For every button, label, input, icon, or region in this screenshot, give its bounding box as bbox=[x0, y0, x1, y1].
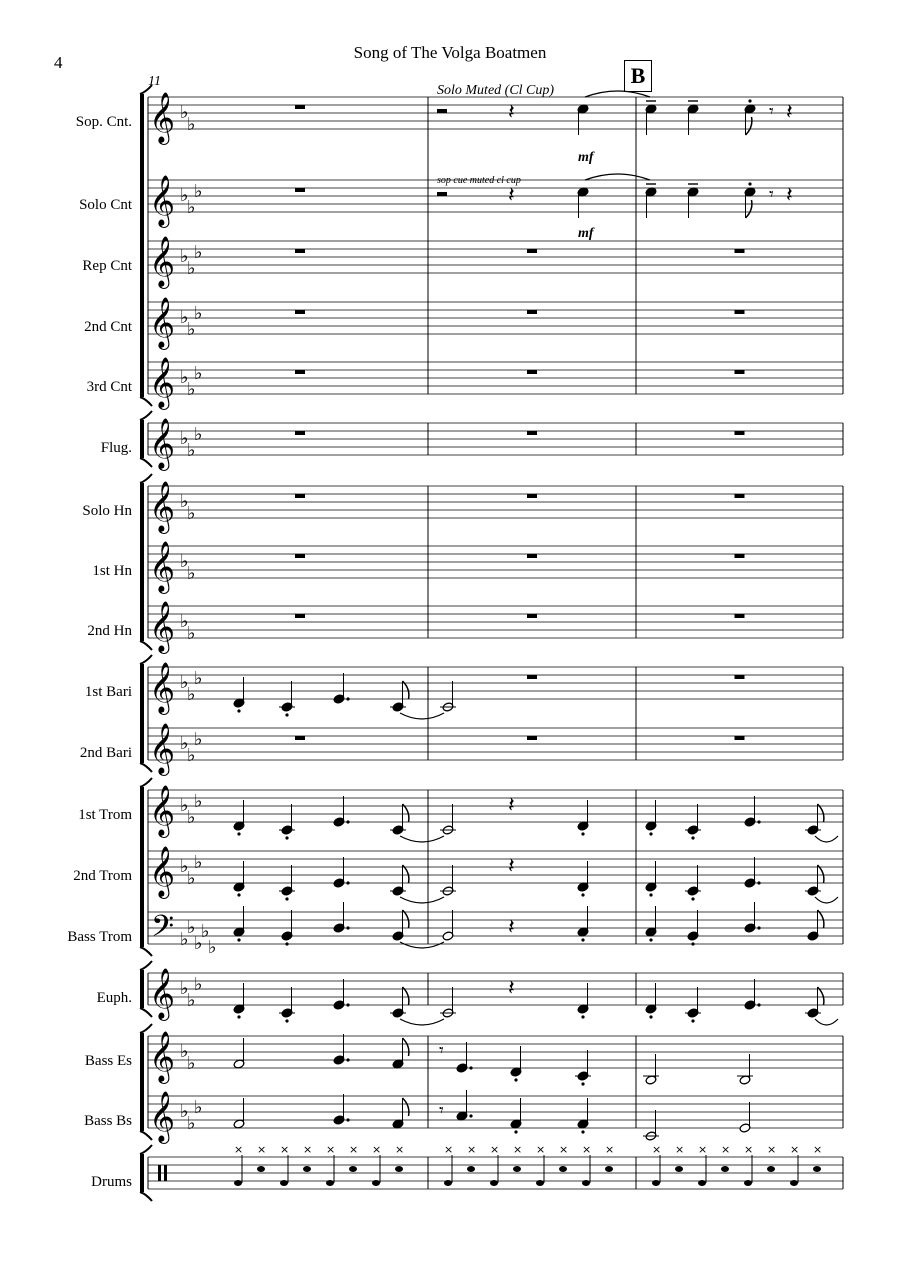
whole-rest bbox=[735, 614, 745, 618]
flat-sign: ♭ bbox=[180, 307, 189, 328]
flat-sign: ♭ bbox=[180, 733, 189, 754]
cross-notehead: × bbox=[767, 1143, 777, 1156]
flat-sign: ♭ bbox=[194, 791, 203, 812]
flat-sign: ♭ bbox=[187, 319, 196, 340]
augmentation-dot bbox=[469, 1114, 472, 1117]
cross-notehead: × bbox=[536, 1143, 546, 1156]
cross-notehead: × bbox=[790, 1143, 800, 1156]
drum-note bbox=[257, 1166, 265, 1172]
drum-note bbox=[280, 1180, 288, 1186]
flat-sign: ♭ bbox=[187, 197, 196, 218]
flat-sign: ♭ bbox=[194, 363, 203, 384]
whole-rest bbox=[295, 310, 305, 314]
drum-note bbox=[582, 1180, 590, 1186]
tie bbox=[400, 713, 444, 719]
flat-sign: ♭ bbox=[187, 563, 196, 584]
cross-notehead: × bbox=[444, 1143, 454, 1156]
flat-sign: ♭ bbox=[187, 868, 196, 889]
whole-rest bbox=[295, 249, 305, 253]
cross-notehead: × bbox=[675, 1143, 685, 1156]
cross-notehead: × bbox=[395, 1143, 405, 1156]
whole-rest bbox=[295, 188, 305, 192]
staccato-dot bbox=[514, 1078, 517, 1081]
flat-sign: ♭ bbox=[187, 807, 196, 828]
cross-notehead: × bbox=[698, 1143, 708, 1156]
instrument-label-trom1: 1st Trom bbox=[78, 807, 132, 823]
tie bbox=[400, 836, 444, 842]
staccato-dot bbox=[581, 1082, 584, 1085]
note-flag bbox=[746, 117, 752, 135]
augmentation-dot bbox=[346, 1003, 349, 1006]
staccato-dot bbox=[285, 1019, 288, 1022]
whole-rest bbox=[295, 431, 305, 435]
treble-clef-icon: 𝄞 bbox=[149, 236, 176, 287]
tie bbox=[815, 1019, 838, 1025]
instrument-label-sop: Sop. Cnt. bbox=[75, 114, 132, 130]
staccato-dot bbox=[237, 938, 240, 941]
quarter-rest: 𝄽 bbox=[508, 793, 515, 818]
drum-note bbox=[675, 1166, 683, 1172]
flat-sign: ♭ bbox=[194, 303, 203, 324]
drum-note bbox=[536, 1180, 544, 1186]
flat-sign: ♭ bbox=[187, 990, 196, 1011]
whole-rest bbox=[527, 249, 537, 253]
flat-sign: ♭ bbox=[194, 933, 203, 954]
half-rest bbox=[437, 192, 447, 196]
instrument-label-bari2: 2nd Bari bbox=[79, 745, 132, 761]
cross-notehead: × bbox=[582, 1143, 592, 1156]
quarter-rest: 𝄽 bbox=[786, 183, 793, 208]
drum-note bbox=[303, 1166, 311, 1172]
treble-clef-icon: 𝄞 bbox=[149, 357, 176, 408]
drum-note bbox=[326, 1180, 334, 1186]
drum-note bbox=[395, 1166, 403, 1172]
flat-sign: ♭ bbox=[194, 181, 203, 202]
quarter-rest: 𝄽 bbox=[508, 854, 515, 879]
group-bracket bbox=[140, 1033, 144, 1131]
cue-direction: sop cue muted cl cup bbox=[437, 175, 521, 186]
quarter-rest: 𝄽 bbox=[508, 915, 515, 940]
instrument-label-solo_cnt: Solo Cnt bbox=[79, 197, 132, 213]
augmentation-dot bbox=[346, 1058, 349, 1061]
bracket-hook bbox=[140, 1192, 152, 1201]
eighth-rest: 𝄾 bbox=[769, 101, 774, 122]
flat-sign: ♭ bbox=[194, 1097, 203, 1118]
flat-sign: ♭ bbox=[187, 258, 196, 279]
staccato-dot bbox=[581, 938, 584, 941]
treble-clef-icon: 𝄞 bbox=[149, 481, 176, 532]
tie bbox=[815, 836, 838, 842]
treble-clef-icon: 𝄞 bbox=[149, 418, 176, 469]
tie bbox=[585, 174, 650, 180]
note-flag bbox=[746, 200, 752, 218]
flat-sign: ♭ bbox=[187, 503, 196, 524]
whole-rest bbox=[527, 370, 537, 374]
augmentation-dot bbox=[346, 697, 349, 700]
note-flag bbox=[403, 804, 409, 822]
note-flag bbox=[818, 987, 824, 1005]
cross-notehead: × bbox=[303, 1143, 313, 1156]
whole-rest bbox=[527, 614, 537, 618]
instrument-label-trom2: 2nd Trom bbox=[73, 868, 132, 884]
cross-notehead: × bbox=[652, 1143, 662, 1156]
treble-clef-icon: 𝄞 bbox=[149, 541, 176, 592]
instrument-label-solo_hn: Solo Hn bbox=[82, 503, 132, 519]
whole-rest bbox=[735, 554, 745, 558]
augmentation-dot bbox=[346, 881, 349, 884]
staccato-dot bbox=[285, 897, 288, 900]
note-flag bbox=[818, 804, 824, 822]
rehearsal-mark: B bbox=[624, 60, 652, 92]
staccato-dot bbox=[691, 1019, 694, 1022]
flat-sign: ♭ bbox=[187, 745, 196, 766]
cross-notehead: × bbox=[744, 1143, 754, 1156]
whole-rest bbox=[295, 494, 305, 498]
staccato-dot bbox=[691, 942, 694, 945]
drum-note bbox=[790, 1180, 798, 1186]
flat-sign: ♭ bbox=[201, 921, 210, 942]
flat-sign: ♭ bbox=[187, 623, 196, 644]
staccato-dot bbox=[285, 713, 288, 716]
flat-sign: ♭ bbox=[194, 668, 203, 689]
instrument-label-hn2: 2nd Hn bbox=[87, 623, 132, 639]
flat-sign: ♭ bbox=[180, 102, 189, 123]
whole-rest bbox=[735, 675, 745, 679]
cross-notehead: × bbox=[372, 1143, 382, 1156]
cross-notehead: × bbox=[559, 1143, 569, 1156]
augmentation-dot bbox=[346, 926, 349, 929]
treble-clef-icon: 𝄞 bbox=[149, 297, 176, 348]
augmentation-dot bbox=[346, 820, 349, 823]
bar-number: 11 bbox=[148, 74, 161, 89]
group-bracket bbox=[140, 483, 144, 641]
note-flag bbox=[818, 865, 824, 883]
instrument-label-euph: Euph. bbox=[96, 990, 132, 1006]
flat-sign: ♭ bbox=[180, 551, 189, 572]
staccato-dot bbox=[237, 709, 240, 712]
bass-clef-icon: 𝄢 bbox=[151, 910, 175, 951]
staccato-dot bbox=[649, 893, 652, 896]
flat-sign: ♭ bbox=[180, 367, 189, 388]
half-rest bbox=[437, 109, 447, 113]
page-title: Song of The Volga Boatmen bbox=[353, 43, 547, 62]
drum-note bbox=[234, 1180, 242, 1186]
augmentation-dot bbox=[346, 1118, 349, 1121]
instrument-label-cnt3: 3rd Cnt bbox=[86, 379, 132, 395]
drum-note bbox=[559, 1166, 567, 1172]
augmentation-dot bbox=[469, 1066, 472, 1069]
whole-rest bbox=[735, 431, 745, 435]
drum-note bbox=[490, 1180, 498, 1186]
staccato-dot bbox=[581, 1130, 584, 1133]
note-flag bbox=[818, 910, 824, 928]
treble-clef-icon: 𝄞 bbox=[149, 723, 176, 774]
drum-note bbox=[467, 1166, 475, 1172]
staccato-dot bbox=[649, 832, 652, 835]
whole-rest bbox=[735, 736, 745, 740]
flat-sign: ♭ bbox=[180, 491, 189, 512]
drum-note bbox=[767, 1166, 775, 1172]
staccato-dot bbox=[285, 836, 288, 839]
note-flag bbox=[403, 865, 409, 883]
tie bbox=[400, 942, 444, 948]
quarter-rest: 𝄽 bbox=[786, 100, 793, 125]
eighth-rest: 𝄾 bbox=[439, 1040, 444, 1061]
tie bbox=[400, 897, 444, 903]
quarter-rest: 𝄽 bbox=[508, 976, 515, 1001]
whole-rest bbox=[735, 310, 745, 314]
group-bracket bbox=[140, 94, 144, 397]
drum-note bbox=[698, 1180, 706, 1186]
dynamic-mf-soprano: mf bbox=[578, 150, 594, 165]
drum-note bbox=[744, 1180, 752, 1186]
group-bracket bbox=[140, 664, 144, 763]
note-flag bbox=[403, 987, 409, 1005]
flat-sign: ♭ bbox=[180, 185, 189, 206]
augmentation-dot bbox=[757, 881, 760, 884]
staccato-dot bbox=[581, 832, 584, 835]
drum-note bbox=[513, 1166, 521, 1172]
staccato-dot bbox=[748, 182, 751, 185]
eighth-rest: 𝄾 bbox=[439, 1100, 444, 1121]
cross-notehead: × bbox=[234, 1143, 244, 1156]
treble-clef-icon: 𝄞 bbox=[149, 785, 176, 836]
flat-sign: ♭ bbox=[180, 428, 189, 449]
cross-notehead: × bbox=[280, 1143, 290, 1156]
flat-sign: ♭ bbox=[180, 246, 189, 267]
staccato-dot bbox=[748, 99, 751, 102]
flat-sign: ♭ bbox=[180, 1101, 189, 1122]
whole-rest bbox=[295, 370, 305, 374]
flat-sign: ♭ bbox=[208, 937, 217, 958]
quarter-rest: 𝄽 bbox=[508, 183, 515, 208]
note-flag bbox=[403, 681, 409, 699]
flat-sign: ♭ bbox=[194, 974, 203, 995]
flat-sign: ♭ bbox=[180, 1041, 189, 1062]
flat-sign: ♭ bbox=[187, 917, 196, 938]
cross-notehead: × bbox=[605, 1143, 615, 1156]
cross-notehead: × bbox=[349, 1143, 359, 1156]
whole-rest bbox=[735, 494, 745, 498]
cross-notehead: × bbox=[513, 1143, 523, 1156]
flat-sign: ♭ bbox=[187, 684, 196, 705]
group-bracket bbox=[140, 970, 144, 1008]
solo-direction: Solo Muted (Cl Cup) bbox=[437, 83, 555, 98]
whole-rest bbox=[295, 614, 305, 618]
staccato-dot bbox=[649, 1015, 652, 1018]
staccato-dot bbox=[237, 893, 240, 896]
augmentation-dot bbox=[757, 820, 760, 823]
whole-rest bbox=[527, 554, 537, 558]
drum-note bbox=[721, 1166, 729, 1172]
treble-clef-icon: 𝄞 bbox=[149, 846, 176, 897]
flat-sign: ♭ bbox=[194, 424, 203, 445]
tie bbox=[400, 1019, 444, 1025]
treble-clef-icon: 𝄞 bbox=[149, 1031, 176, 1082]
flat-sign: ♭ bbox=[180, 672, 189, 693]
flat-sign: ♭ bbox=[194, 852, 203, 873]
tie bbox=[815, 897, 838, 903]
drum-note bbox=[813, 1166, 821, 1172]
staccato-dot bbox=[691, 897, 694, 900]
whole-rest bbox=[527, 675, 537, 679]
whole-rest bbox=[735, 249, 745, 253]
instrument-label-bass_es: Bass Es bbox=[84, 1053, 132, 1069]
note-flag bbox=[403, 1098, 409, 1116]
drum-note bbox=[372, 1180, 380, 1186]
whole-rest bbox=[735, 370, 745, 374]
instrument-label-bass_bs: Bass Bs bbox=[84, 1113, 132, 1129]
treble-clef-icon: 𝄞 bbox=[149, 968, 176, 1019]
instrument-label-cnt2: 2nd Cnt bbox=[84, 319, 132, 335]
bracket-hook bbox=[140, 1145, 152, 1154]
flat-sign: ♭ bbox=[194, 242, 203, 263]
staccato-dot bbox=[581, 893, 584, 896]
tie bbox=[585, 91, 650, 97]
flat-sign: ♭ bbox=[180, 978, 189, 999]
cross-notehead: × bbox=[326, 1143, 336, 1156]
flat-sign: ♭ bbox=[187, 440, 196, 461]
drum-note bbox=[652, 1180, 660, 1186]
eighth-rest: 𝄾 bbox=[769, 184, 774, 205]
flat-sign: ♭ bbox=[180, 929, 189, 950]
instrument-label-hn1: 1st Hn bbox=[92, 563, 132, 579]
percussion-clef-icon bbox=[158, 1165, 161, 1181]
cross-notehead: × bbox=[467, 1143, 477, 1156]
treble-clef-icon: 𝄞 bbox=[149, 601, 176, 652]
treble-clef-icon: 𝄞 bbox=[149, 1091, 176, 1142]
group-bracket bbox=[140, 420, 144, 458]
drum-note bbox=[605, 1166, 613, 1172]
staccato-dot bbox=[649, 938, 652, 941]
flat-sign: ♭ bbox=[180, 856, 189, 877]
flat-sign: ♭ bbox=[187, 1053, 196, 1074]
treble-clef-icon: 𝄞 bbox=[149, 175, 176, 226]
flat-sign: ♭ bbox=[194, 729, 203, 750]
staccato-dot bbox=[285, 942, 288, 945]
group-bracket bbox=[140, 787, 144, 947]
staccato-dot bbox=[237, 832, 240, 835]
flat-sign: ♭ bbox=[187, 114, 196, 135]
staccato-dot bbox=[237, 1015, 240, 1018]
drum-note bbox=[444, 1180, 452, 1186]
augmentation-dot bbox=[757, 926, 760, 929]
whole-rest bbox=[295, 554, 305, 558]
instrument-label-flug: Flug. bbox=[100, 440, 132, 456]
quarter-rest: 𝄽 bbox=[508, 100, 515, 125]
treble-clef-icon: 𝄞 bbox=[149, 662, 176, 713]
instrument-label-bari1: 1st Bari bbox=[84, 684, 132, 700]
staccato-dot bbox=[581, 1015, 584, 1018]
group-bracket bbox=[140, 1154, 144, 1192]
cross-notehead: × bbox=[490, 1143, 500, 1156]
treble-clef-icon: 𝄞 bbox=[149, 92, 176, 143]
instrument-label-rep_cnt: Rep Cnt bbox=[82, 258, 132, 274]
flat-sign: ♭ bbox=[187, 1113, 196, 1134]
whole-rest bbox=[527, 736, 537, 740]
flat-sign: ♭ bbox=[187, 379, 196, 400]
note-flag bbox=[403, 910, 409, 928]
percussion-clef-icon bbox=[164, 1165, 167, 1181]
staccato-dot bbox=[514, 1130, 517, 1133]
drum-note bbox=[349, 1166, 357, 1172]
flat-sign: ♭ bbox=[180, 795, 189, 816]
staccato-dot bbox=[691, 836, 694, 839]
note-flag bbox=[403, 1038, 409, 1056]
whole-rest bbox=[527, 431, 537, 435]
augmentation-dot bbox=[757, 1003, 760, 1006]
flat-sign: ♭ bbox=[180, 611, 189, 632]
instrument-label-btrom: Bass Trom bbox=[67, 929, 132, 945]
whole-rest bbox=[295, 736, 305, 740]
cross-notehead: × bbox=[813, 1143, 823, 1156]
whole-rest bbox=[527, 494, 537, 498]
whole-rest bbox=[527, 310, 537, 314]
dynamic-mf-solo: mf bbox=[578, 226, 594, 241]
instrument-label-drums: Drums bbox=[91, 1174, 132, 1190]
cross-notehead: × bbox=[257, 1143, 267, 1156]
cross-notehead: × bbox=[721, 1143, 731, 1156]
page-number: 4 bbox=[54, 53, 63, 72]
whole-rest bbox=[295, 105, 305, 109]
